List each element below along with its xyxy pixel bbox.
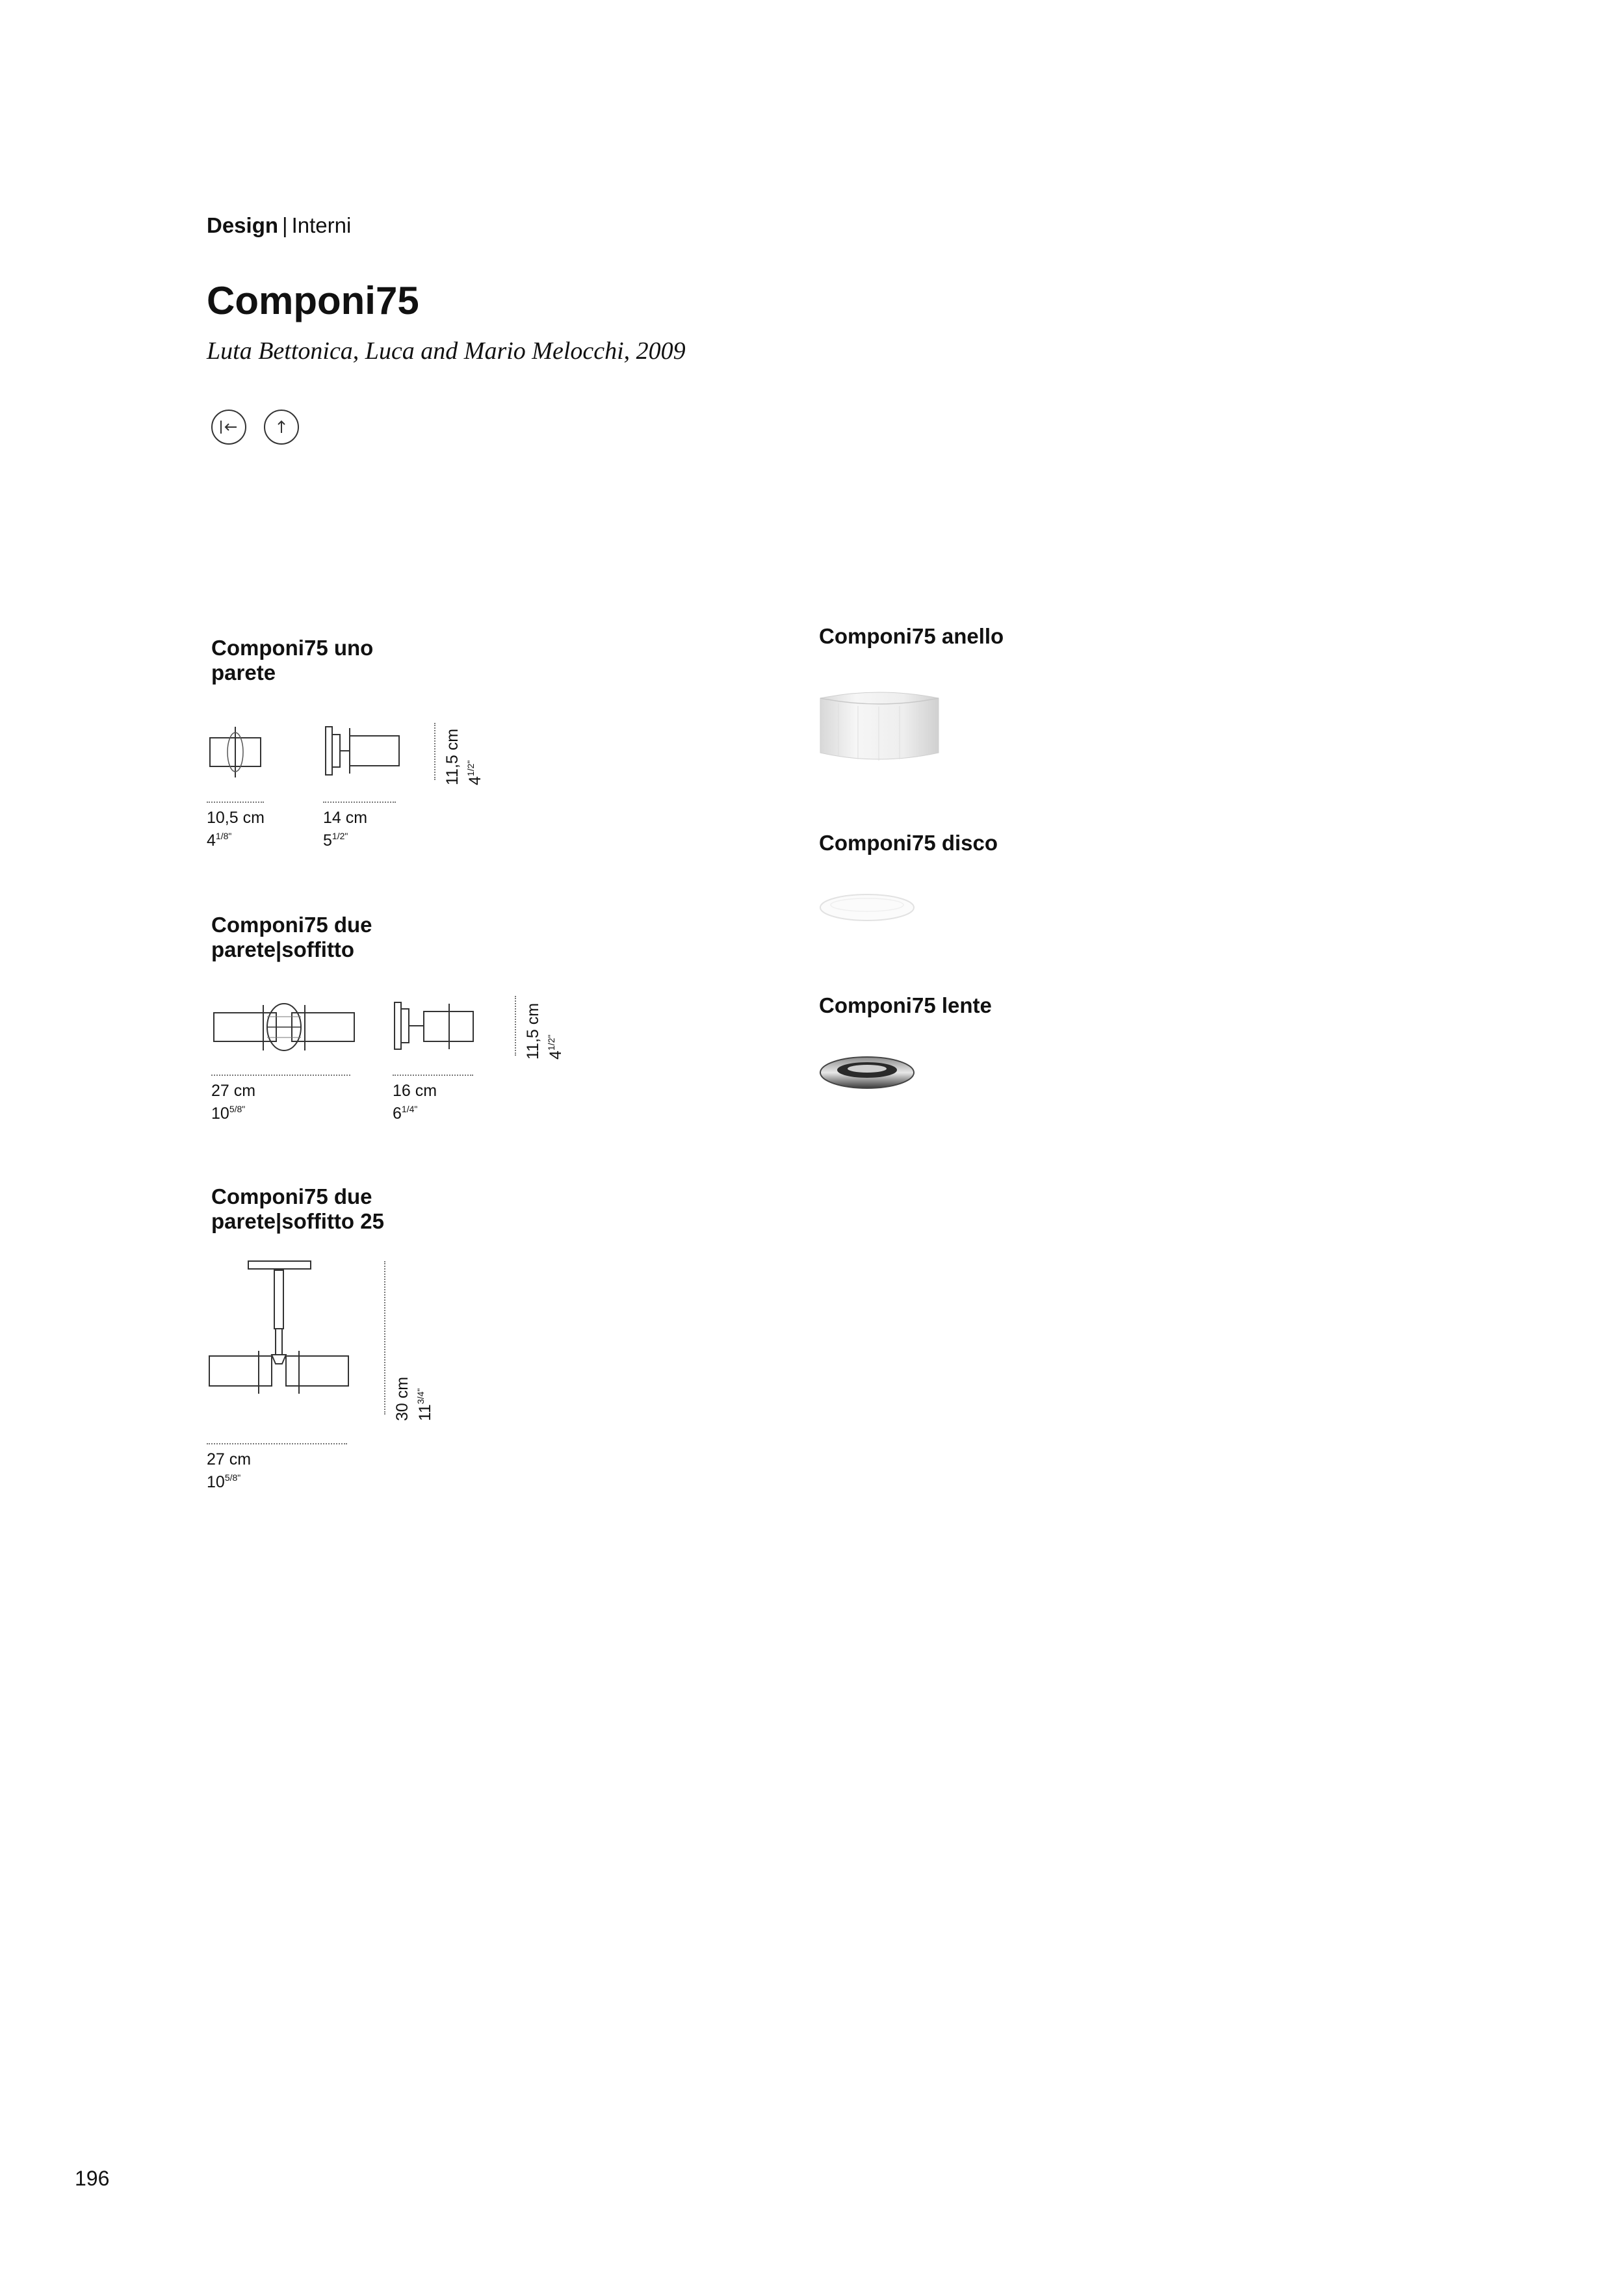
width-frac: 1/2" xyxy=(331,831,348,841)
uno-parete-width-1 xyxy=(207,809,265,850)
width-dim-line xyxy=(207,802,264,803)
section-title-lente: Componi75 lente xyxy=(819,993,992,1017)
header-separator: | xyxy=(282,213,288,237)
up-button[interactable] xyxy=(264,410,299,445)
height-frac: 1/2" xyxy=(546,1034,556,1051)
due-parete-front-drawing xyxy=(211,993,361,1058)
height-in: 11 xyxy=(416,1404,434,1421)
width-in: 6 xyxy=(393,1104,402,1123)
height-cm: 11,5 cm xyxy=(443,728,461,785)
width-in: 4 xyxy=(207,831,216,850)
uno-parete-side-drawing xyxy=(324,722,408,780)
width-in: 10 xyxy=(211,1104,229,1123)
arrow-up-icon xyxy=(274,419,289,436)
lente-lens-photo xyxy=(819,1054,916,1091)
width-cm: 16 cm xyxy=(393,1082,437,1100)
back-button[interactable] xyxy=(211,410,246,445)
width-frac: 5/8" xyxy=(224,1472,241,1483)
page-subtitle: Luta Bettonica, Luca and Mario Melocchi, 2009 xyxy=(207,337,686,365)
header-section: Interni xyxy=(291,213,352,237)
due-parete-25-drawing xyxy=(207,1260,356,1416)
disco-disc-photo xyxy=(819,892,916,924)
due-parete-side-drawing xyxy=(393,993,484,1058)
section-title-disco: Componi75 disco xyxy=(819,831,998,855)
height-dim-line xyxy=(515,996,516,1056)
width-in: 10 xyxy=(207,1473,225,1491)
height-in: 4 xyxy=(547,1050,565,1060)
section-title-due-parete-soffitto-25: Componi75 due parete|soffitto 25 xyxy=(211,1184,384,1233)
due-parete-height xyxy=(524,1003,565,1060)
anello-ring-photo xyxy=(819,684,942,768)
height-cm: 11,5 cm xyxy=(524,1002,542,1060)
width-cm: 14 cm xyxy=(323,809,368,827)
width-cm: 27 cm xyxy=(211,1082,256,1100)
due-parete-25-width xyxy=(207,1450,251,1491)
width-dim-line xyxy=(323,802,396,803)
width-frac: 5/8" xyxy=(229,1104,246,1114)
due-parete-width-2 xyxy=(393,1082,437,1123)
page-number: 196 xyxy=(75,2167,110,2190)
uno-parete-front-drawing xyxy=(207,722,265,780)
width-cm: 27 cm xyxy=(207,1450,252,1468)
width-frac: 1/4" xyxy=(401,1104,418,1114)
height-cm: 30 cm xyxy=(393,1376,411,1421)
width-dim-line xyxy=(211,1075,350,1076)
header-breadcrumb xyxy=(207,213,351,238)
section-title-due-parete-soffitto: Componi75 due parete|soffitto xyxy=(211,913,372,961)
due-parete-25-height xyxy=(393,1377,434,1421)
height-frac: 3/4" xyxy=(415,1388,426,1405)
due-parete-width-1 xyxy=(211,1082,255,1123)
header-category: Design xyxy=(207,213,279,237)
height-in: 4 xyxy=(466,776,484,785)
height-dim-line xyxy=(384,1261,385,1415)
arrow-left-bar-icon xyxy=(219,419,239,435)
section-title-uno-parete: Componi75 uno parete xyxy=(211,636,374,685)
width-cm: 10,5 cm xyxy=(207,809,265,827)
width-dim-line xyxy=(207,1443,347,1444)
width-dim-line xyxy=(393,1075,473,1076)
page-title: Componi75 xyxy=(207,279,419,322)
height-dim-line xyxy=(434,723,435,780)
uno-parete-height xyxy=(443,729,484,785)
width-frac: 1/8" xyxy=(215,831,232,841)
uno-parete-width-2 xyxy=(323,809,367,850)
width-in: 5 xyxy=(323,831,332,850)
height-frac: 1/2" xyxy=(465,760,476,777)
section-title-anello: Componi75 anello xyxy=(819,624,1004,648)
